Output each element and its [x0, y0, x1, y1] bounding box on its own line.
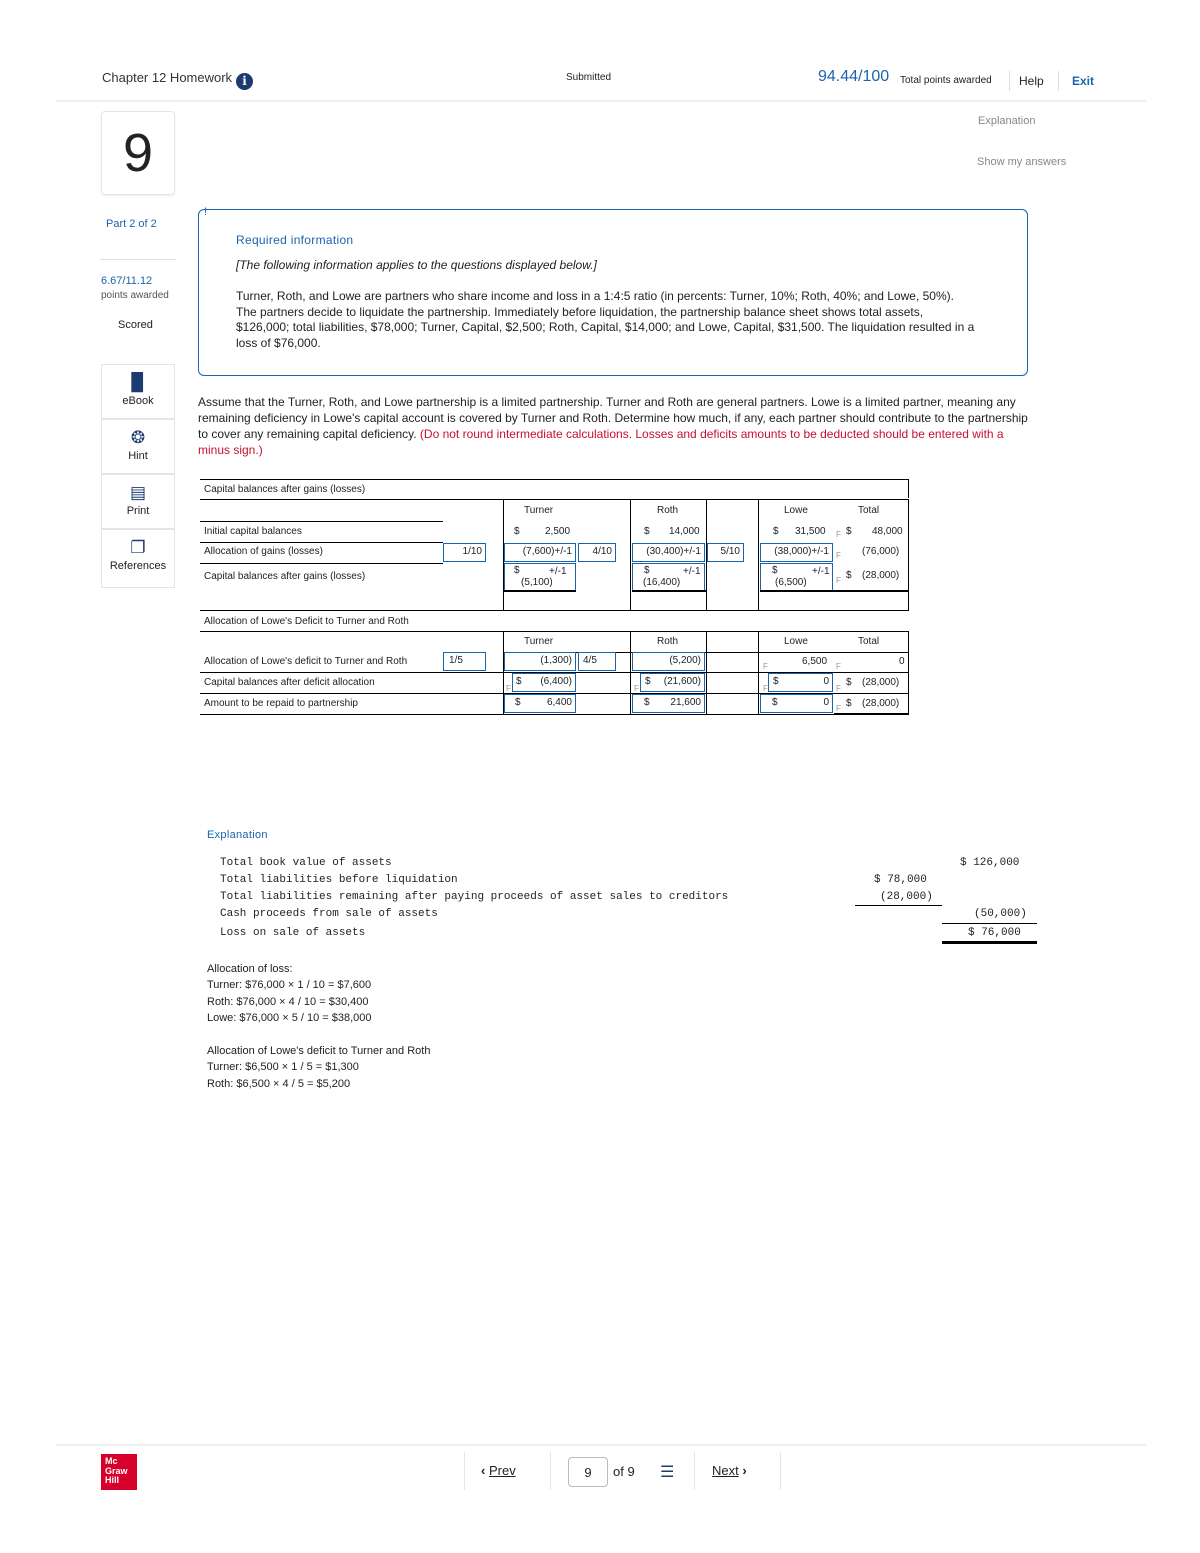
r6-total: (28,000)	[862, 698, 900, 709]
print-button[interactable]: ▤ Print	[101, 474, 175, 529]
book-icon: ▉	[131, 373, 145, 392]
points-value: 6.67/11.12	[101, 275, 153, 287]
col-turner: Turner	[524, 505, 554, 516]
roth-allocation-input[interactable]: (30,400)+/-1	[632, 543, 705, 562]
help-link[interactable]: Help	[1019, 74, 1044, 88]
col-total: Total	[858, 505, 880, 516]
scored-status: Scored	[118, 319, 153, 331]
roth-repay-input[interactable]: $ 21,600	[632, 694, 705, 713]
part-indicator: Part 2 of 2	[106, 218, 157, 230]
lowe-allocation-input[interactable]: (38,000)+/-1	[760, 543, 833, 562]
total-score: 94.44/100	[818, 68, 890, 85]
r3-total: (28,000)	[862, 570, 900, 581]
r2-total: (76,000)	[862, 546, 900, 557]
points-label: points awarded	[101, 290, 169, 301]
col-lowe: Lowe	[784, 505, 808, 516]
turner-after-deficit-input[interactable]: $ (6,400)	[512, 673, 576, 692]
lifebuoy-icon: ❂	[130, 428, 146, 447]
expl-line-1: Total book value of assets	[220, 857, 392, 869]
roth-balance-input[interactable]: $ +/-1 (16,400)	[632, 563, 705, 591]
required-info-body: Turner, Roth, and Lowe are partners who share income and loss in a 1:4:5 ratio (in percents: Turner, 10%; Roth, 40%; and Lowe, 50%). The partners decide to liquidate the partnership. Immediately before liquidation, the partnership balance sheet shows total assets, $126,000; total liabilities, $78,000; Turner, Capital, $2,500; Roth, Capital, $14,000; and Lowe, Capital, $31,500. The liquidation resulted in a loss of $76,000.	[236, 289, 975, 350]
expl-line-4: Cash proceeds from sale of assets	[220, 908, 438, 920]
info-icon[interactable]: i	[236, 73, 253, 90]
page-selector[interactable]: 9	[568, 1457, 608, 1487]
expl-line-3: Total liabilities remaining after paying proceeds of asset sales to creditors	[220, 891, 729, 903]
deficit-allocation: Allocation of Lowe's deficit to Turner and Roth Turner: $6,500 × 1 / 5 = $1,300 Roth: $6,500 × 4 / 5 = $5,200	[207, 1045, 431, 1090]
lowe-repay-input[interactable]: $ 0	[760, 694, 833, 713]
explanation-title: Explanation	[207, 829, 268, 841]
exit-link[interactable]: Exit	[1072, 74, 1095, 88]
row6-label: Amount to be repaid to partnership	[204, 698, 358, 709]
row1-label: Initial capital balances	[204, 526, 302, 537]
r4-lowe: 6,500	[802, 656, 828, 667]
explanation-link[interactable]: Explanation	[978, 115, 1036, 127]
section2-title: Allocation of Lowe's Deficit to Turner and Roth	[204, 616, 409, 627]
list-icon[interactable]: ☰	[660, 1464, 675, 1481]
row4-label: Allocation of Lowe's deficit to Turner and Roth	[204, 656, 408, 667]
printer-icon: ▤	[129, 483, 147, 502]
r5-total: (28,000)	[862, 677, 900, 688]
mcgraw-hill-logo: Mc Graw Hill	[101, 1454, 137, 1490]
r4-total: 0	[899, 656, 905, 667]
deficit-ratio-turner-input[interactable]: 1/5	[443, 652, 486, 671]
required-info-title: Required information	[236, 233, 354, 247]
question-text: Assume that the Turner, Roth, and Lowe partnership is a limited partnership. Turner and Roth are general partners. Lowe is a limited partner, meaning any remaining deficiency in Lowe's capital account is covered by Turner and Roth. Determine how much, if any, each partner should contribute to the partnership to cover any remaining capital deficiency. (Do not round intermediate calculations. Losses and deficits amounts to be deducted should be entered with a minus sign.)	[198, 395, 1028, 457]
deficit-ratio-roth-input[interactable]: 4/5	[578, 652, 616, 671]
turner-allocation-input[interactable]: (7,600)+/-1	[504, 543, 576, 562]
page-total: of 9	[613, 1464, 635, 1479]
row2-label: Allocation of gains (losses)	[204, 546, 323, 557]
prev-button[interactable]: ‹ Prev	[481, 1463, 516, 1478]
show-answers-link[interactable]: Show my answers	[977, 156, 1067, 168]
hint-button[interactable]: ❂ Hint	[101, 419, 175, 474]
ratio-lowe-input[interactable]: 5/10	[707, 543, 744, 562]
expl-line-2: Total liabilities before liquidation	[220, 874, 458, 886]
references-button[interactable]: ❐ References	[101, 529, 175, 588]
expl-line-5: Loss on sale of assets	[220, 927, 366, 939]
row5-label: Capital balances after deficit allocation	[204, 677, 375, 688]
copy-icon: ❐	[130, 538, 146, 557]
loss-allocation: Allocation of loss: Turner: $76,000 × 1 / 10 = $7,600 Roth: $76,000 × 4 / 10 = $30,400 Lowe: $76,000 × 5 / 10 = $38,000	[207, 963, 372, 1024]
submission-status: Submitted	[566, 72, 612, 83]
required-info-note: [The following information applies to the questions displayed below.]	[236, 258, 597, 272]
assignment-title: Chapter 12 Homework i	[102, 70, 253, 90]
r1-roth: 14,000	[669, 526, 700, 537]
r1-turner: 2,500	[545, 526, 571, 537]
r1-total: 48,000	[872, 526, 903, 537]
col-roth: Roth	[657, 505, 679, 516]
turner-balance-input[interactable]: $ +/-1 (5,100)	[504, 563, 576, 591]
alert-icon: !	[204, 206, 208, 218]
ratio-turner-input[interactable]: 1/10	[443, 543, 486, 562]
ebook-button[interactable]: ▉ eBook	[101, 364, 175, 419]
question-instruction: (Do not round intermediate calculations. Losses and deficits amounts to be deducted should be entered with a minus sign.)	[198, 427, 1004, 457]
r1-lowe: 31,500	[795, 526, 826, 537]
roth-deficit-input[interactable]: (5,200)	[632, 652, 705, 671]
score-label: Total points awarded	[900, 75, 992, 86]
lowe-balance-input[interactable]: $ +/-1 (6,500)	[760, 563, 833, 591]
chevron-left-icon: ‹	[481, 1463, 486, 1478]
section1-title: Capital balances after gains (losses)	[204, 484, 366, 495]
turner-deficit-input[interactable]: (1,300)	[504, 652, 576, 671]
roth-after-deficit-input[interactable]: $ (21,600)	[640, 673, 705, 692]
chevron-right-icon: ›	[742, 1463, 747, 1478]
row3-label: Capital balances after gains (losses)	[204, 571, 366, 582]
ratio-roth-input[interactable]: 4/10	[578, 543, 616, 562]
next-button[interactable]: Next ›	[712, 1463, 747, 1478]
question-number: 9	[101, 111, 175, 195]
lowe-after-deficit-input[interactable]: $ 0	[768, 673, 833, 692]
turner-repay-input[interactable]: $ 6,400	[504, 694, 576, 713]
